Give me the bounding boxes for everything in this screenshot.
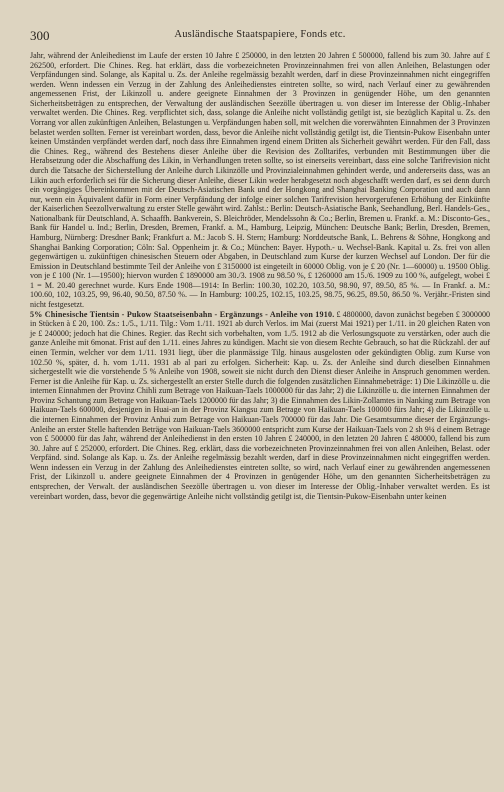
body-text: [30, 51, 490, 501]
paragraph: Jahr, während der Anleihedienst im Laufe der ersten 10 Jahre £ 250000, in den letzten 20 Jahren £ 500000, fallend bis zum 30. Jahre auf £ 262500, erfordert. Die Chines. Reg. hat erklärt, dass die vorbezeichneten Provinzeinnahmen frei von allen Anleihen, Belastungen oder Verpfändungen sind. Solange, als Kapital u. Zs. der Anleihe regelmässig bezahlt werden, darf in diese Provinzeinnahmen nicht eingegriffen werden. Wenn indessen ein Verzug in der Zahlung des Anleihedienstes eintreten sollte, so wird, nach Verlauf einer zu gewährenden angemessenen Frist, der Likinzoll u. andere geeignete Einnahmen der 3 Provinzen in genügender Höhe, um den genannten Sicherheitsbeträgen zu entsprechen, der Verwaltung der ausländischen Seezölle übertragen u. von dieser im Interesse der Oblig.-Inhaber verwaltet werden. Die Chines. Reg. verpflichtet sich, dass, solange die Anleihe nicht vollständig getilgt ist, sie bezüglich Kapital u. Zs. den Vorrang vor allen zukünftigen Anleihen, Belastungen u. Verpfändungen haben soll, mit welchen die vorerwähnten Einnahmen der 3 Provinzen belastet werden sollten. Ferner ist vereinbart worden, dass, bevor die Anleihe nicht vollständig getilgt ist, die Tientsin-Pukow Eisenbahn unter keinen Umständen verpfändet werden darf, noch dass ihre Einnahmen irgend einem Dritten als Sicherheit gewährt werden. Für den Fall, dass die Chines. Reg., während des Bestehens dieser Anleihe über die Revision des Zolltarifes, verbunden mit Bestimmungen über die Herabsetzung oder die Abschaffung des Likin, in Verhandlungen treten sollte, so ist einerseits vereinbart, dass eine solche Tarifrevision nicht durch die Tatsache der Sicherstellung der Anleihe durch Likinzölle und Provinzialeinnahmen gehindert werde, und andererseits dass, was an Likin auch erforderlich sei für die Sicherung dieser Anleihe, dieser Likin weder herabgesetzt noch abgeschafft werden darf, es sei denn durch ein vorgängiges Übereinkommen mit der Deutsch-Asiatischen Bank und der Hongkong and Shanghai Banking Corporation und auch dann nur, wenn ein Äquivalent dafür in Form einer Verpfändung der infolge einer solchen Tarifrevision hervorgerufenen Erhöhung der Einkünfte der Kaiserlichen Seezollverwaltung zu erster Stelle gewährt wird. Zahlst.: Berlin: Deutsch-Asiatische Bank, Seehandlung, Berl. Handels-Ges., Nationalbank für Deutschland, A. Schaaffh. Bankverein, S. Bleichröder, Mendelssohn & Co.; Berlin, Bremen u. Frankf. a. M.: Disconto-Ges., Bank für Handel u. Ind.; Berlin, Dresden, Bremen, Frankf. a. M., Hamburg, Leipzig, München: Deutsche Bank; Berlin, Dresden, Bremen, Hamburg, Nürnberg: Dresdner Bank; Frankfurt a. M.: Jacob S. H. Stern; Hamburg: Norddeutsche Bank, L. Behrens & Söhne, Hongkong and Shanghai Banking Corporation; Cöln: Sal. Oppenheim jr. & Co.; München: Bayer. Hypoth.- u. Wechsel-Bank. Kapital u. Zs. frei von allen gegenwärtigen u. zukünftigen chinesischen Steuern oder Abgaben, in Deutschland zum Kurse der kurzen Wechsel auf London. Der für die Emission in Deutschland bestimmte Teil der Anleihe von £ 3150000 ist eingeteilt in 60000 Oblig. von je £ 20 (Nr. 1—60000) u. 19500 Oblig. von je £ 100 (Nr. 1—19500); hiervon wurden £ 1890000 am 30./3. 1908 zu 98.50 %, £ 1260000 am 15./6. 1909 zu 100 %, aufgelegt, wobei £ 1 = M. 20.40 gerechnet wurde. Kurs Ende 1908—1914: In Berlin: 100.30, 102.20, 103.50, 98.90, 97, 89.50, 85 %. — In Frankf. a. M.: 100.60, 102, 103.25, 99, 96.40, 90.50, 87.50 %. — In Hamburg: 100.25, 102.15, 103.25, 98.75, 96.25, 89.50, 86.50 %. Verjähr.-Fristen sind nicht festgesetzt.: [30, 51, 490, 310]
paragraph-text: £ 4800000, davon zunächst begeben £ 3000000 in Stücken à £ 20, 100. Zs.: 1./5., 1./11. Tilg.: Vom 1./11. 1921 ab durch Verlos. im Mai (zuerst Mai 1921) per 1./11. in 20 gleichen Raten von je £ 240000; jedoch hat die Chines. Regier. das Recht sich vorbehalten, vom 1./5. 1912 ab die Verlosungsquote zu verstärken, oder auch die ganze Anleihe mit 6monat. Frist auf den 1./11. eines Jahres zu kündigen. Macht sie von diesem Rechte Gebrauch, so hat die Rückzahl. der auf einen Termin, welcher vor dem 1./11. 1931 liegt, über die planmässige Tilg. hinaus ausgelosten oder gekündigten Oblig. zum Kurse von 102.50 %, später, d. h. vom 1./11. 1931 ab al pari zu erfolgen. Sicherheit: Kap. u. Zs. der Anleihe sind durch dieselben Einnahmen sichergestellt wie die vorstehende 5 % Anleihe von 1908, soweit sie nicht durch den Dienst dieser Anleihe in Anspruch genommen werden. Ferner ist die Anleihe für Kap. u. Zs. sichergestellt an erster Stelle durch die folgenden zusätzlichen Einnahmebeträge: 1) Die Likinzölle u. die internen Einnahmen der Provinz Chihli zum Betrage von Haikuan-Taels 1000000 für das Jahr; 2) die Likinzölle u. die internen Einnahmen der Provinz Schantung zum Betrage von Haikuan-Taels 1200000 für das Jahr; 3) die Einnahmen des Likin-Zollamtes in Nanking zum Betrage von Haikuan-Taels 600000, desjenigen in Huai-an in der Provinz Kiangsu zum Betrage von Haikuan-Taels 100000 fürs Jahr; 4) die Likinzölle u. die internen Einnahmen der Provinz Anhui zum Betrage von Haikuan-Taels 700000 für das Jahr. Die Gesamtsumme dieser der Ergänzungs-Anleihe an erster Stelle haftenden Beträge von Haikuan-Taels 3600000 entspricht zum Kurse der Haikuan-Taels von 2 sh 9¼ d einem Betrage von £ 500000 für das Jahr, während der Anleihedienst in den ersten 10 Jahren £ 240000, in den letzten 20 Jahren £ 480000, fallend bis zum 30. Jahre auf £ 252000, erfordert. Die Chines. Reg. erklärt, dass die vorbezeichneten Provinzeinnahmen frei von allen Anleihen, Belast. oder Verpfänd. sind. Solange als Kap. u. Zs. der Anleihe regelmässig bezahlt werden, darf in diese Provinzeinnahmen nicht eingegriffen werden. Wenn indessen ein Verzug in der Zahlung des Anleihedienstes eintreten sollte, so wird, nach Verlauf einer zu gewährenden angemessenen Frist, der Likinzoll u. andere geeignete Einnahmen der 4 Provinzen in genügender Höhe, um den genannten Sicherheitsbeträgen zu entsprechen, der Verwalt. der ausländischen Seezölle übertragen u. von dieser im Interesse der Oblig.-Inhaber verwaltet werden. Es ist vereinbart worden, dass, bevor die gegenwärtige Anleihe nicht vollständig getilgt ist, die Tientsin-Pukow-Eisenbahn unter keinen: [30, 309, 491, 501]
paragraph: [30, 310, 490, 502]
page-number: 300: [30, 28, 50, 43]
page-header: [30, 28, 490, 44]
section-heading: 5% Chinesische Tientsin - Pukow Staatseisenbahn - Ergänzungs - Anleihe von 1910.: [30, 309, 335, 319]
running-title: Ausländische Staatspapiere, Fonds etc.: [174, 29, 346, 40]
